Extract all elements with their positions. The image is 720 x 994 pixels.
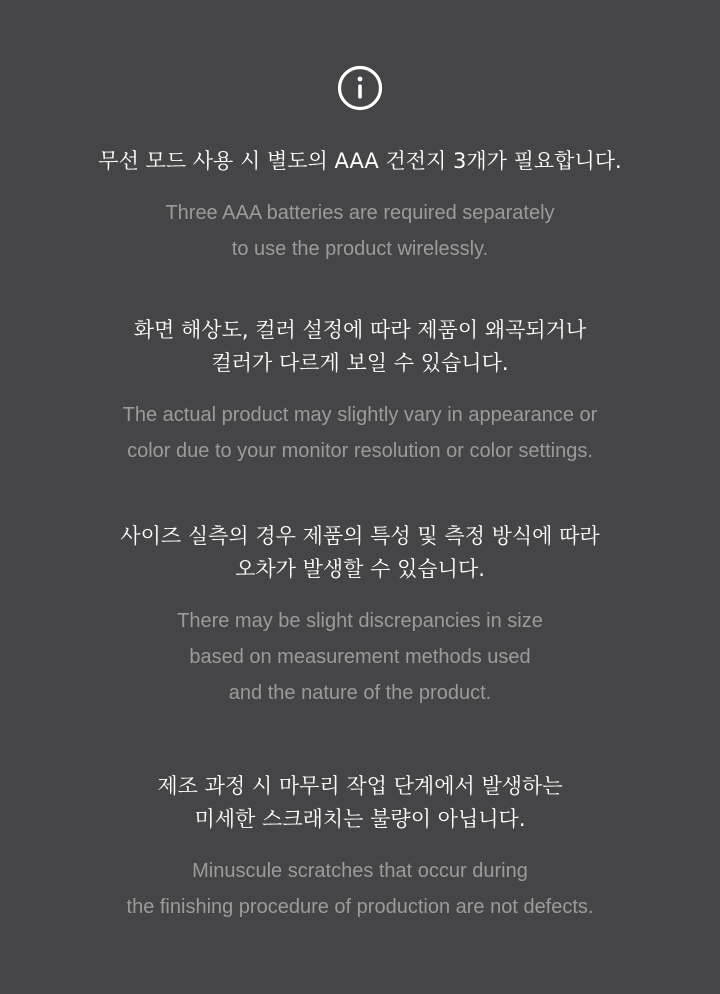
notice-item-scratches [0, 770, 720, 925]
notice-korean-text [0, 145, 720, 178]
korean-line: 미세한 스크래치는 불량이 아닙니다. [194, 807, 526, 831]
english-line: Minuscule scratches that occur during [192, 860, 528, 882]
korean-line: 무선 모드 사용 시 별도의 AAA 건전지 3개가 필요합니다. [98, 149, 622, 173]
korean-line: 사이즈 실측의 경우 제품의 특성 및 측정 방식에 따라 [120, 524, 600, 548]
english-line: based on measurement methods used [189, 646, 531, 668]
korean-line: 오차가 발생할 수 있습니다. [235, 557, 485, 581]
english-line: to use the product wirelessly. [231, 238, 489, 260]
notice-korean-text [0, 770, 720, 836]
notice-item-batteries [0, 145, 720, 267]
notice-english-text [0, 853, 720, 925]
korean-line: 제조 과정 시 마무리 작업 단계에서 발생하는 [157, 774, 563, 798]
notice-item-size [0, 520, 720, 711]
notice-korean-text [0, 520, 720, 586]
notice-korean-text [0, 314, 720, 380]
english-line: The actual product may slightly vary in appearance or [122, 404, 598, 426]
info-icon [337, 65, 383, 111]
korean-line: 컬러가 다르게 보일 수 있습니다. [211, 351, 509, 375]
english-line: color due to your monitor resolution or color settings. [127, 440, 593, 462]
english-line: the finishing procedure of production are not defects. [126, 896, 594, 918]
notice-english-text [0, 195, 720, 267]
notice-english-text [0, 603, 720, 711]
english-line: and the nature of the product. [228, 682, 492, 704]
english-line: There may be slight discrepancies in size [177, 610, 543, 632]
english-line: Three AAA batteries are required separately [165, 202, 555, 224]
korean-line: 화면 해상도, 컬러 설정에 따라 제품이 왜곡되거나 [133, 318, 587, 342]
notice-item-color [0, 314, 720, 469]
notice-english-text [0, 397, 720, 469]
